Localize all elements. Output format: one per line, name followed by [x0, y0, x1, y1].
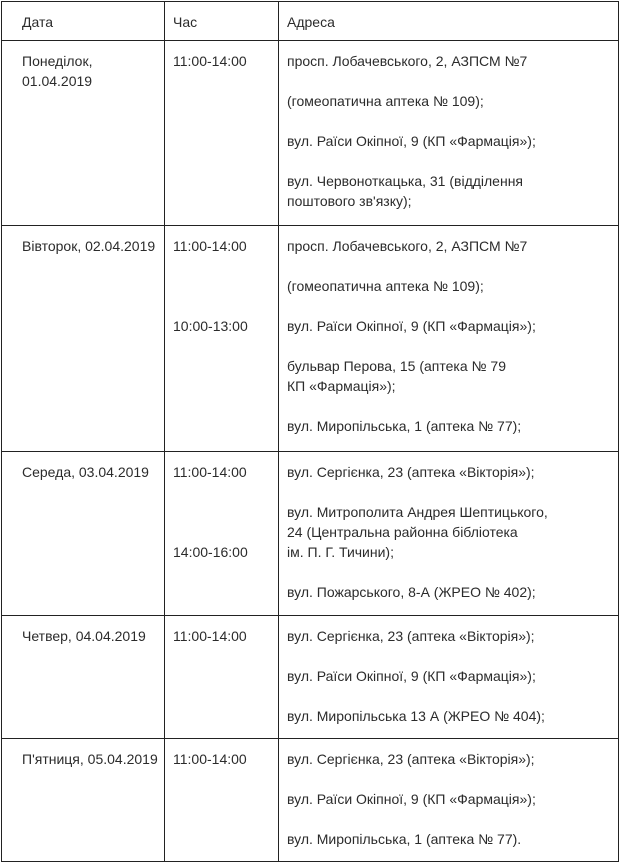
- address-text: вул. Раїси Окіпної, 9 (КП «Фармація»);: [287, 668, 536, 684]
- time-cell: [165, 452, 279, 616]
- time-cell: [165, 616, 279, 739]
- address-text: (гомеопатична аптека № 109);: [287, 93, 484, 109]
- time-text: 10:00-13:00: [173, 318, 248, 334]
- date-text: Середа, 03.04.2019: [22, 464, 149, 480]
- address-text: вул. Раїси Окіпної, 9 (КП «Фармація»);: [287, 318, 536, 334]
- address-text: ім. П. Г. Тичини);: [287, 544, 394, 560]
- time-cell: [165, 41, 279, 226]
- address-text: вул. Миропільська, 1 (аптека № 77);: [287, 418, 522, 434]
- address-cell: [279, 616, 619, 739]
- address-text: вул. Сергієнка, 23 (аптека «Вікторія»);: [287, 464, 535, 480]
- table-row: [2, 452, 619, 616]
- address-text: просп. Лобачевського, 2, АЗПСМ №7: [287, 238, 528, 254]
- address-text: вул. Раїси Окіпної, 9 (КП «Фармація»);: [287, 791, 536, 807]
- address-text: вул. Миропільська, 1 (аптека № 77).: [287, 831, 522, 847]
- time-text: 11:00-14:00: [173, 751, 247, 767]
- date-cell: [2, 739, 165, 862]
- date-cell: [2, 452, 165, 616]
- address-cell: [279, 226, 619, 452]
- date-cell: [2, 226, 165, 452]
- address-cell: [279, 452, 619, 616]
- date-text: 01.04.2019: [22, 73, 93, 89]
- date-text: Четвер, 04.04.2019: [22, 628, 146, 644]
- address-text: вул. Червоноткацька, 31 (відділення: [287, 173, 524, 189]
- table-row: [2, 616, 619, 739]
- address-cell: [279, 41, 619, 226]
- time-cell: [165, 226, 279, 452]
- time-text: 11:00-14:00: [173, 628, 247, 644]
- table-row: [2, 41, 619, 226]
- address-text: КП «Фармація»);: [287, 378, 396, 394]
- date-text: Понеділок,: [22, 53, 93, 69]
- address-text: просп. Лобачевського, 2, АЗПСМ №7: [287, 53, 528, 69]
- date-text: Вівторок, 02.04.2019: [22, 238, 156, 254]
- header-address: Адреса: [279, 2, 619, 41]
- table-row: [2, 739, 619, 862]
- header-row: [2, 2, 619, 41]
- time-text: 14:00-16:00: [173, 544, 248, 560]
- time-text: 11:00-14:00: [173, 53, 247, 69]
- schedule-table: [1, 1, 619, 862]
- address-text: поштового зв'язку);: [287, 193, 412, 209]
- address-text: вул. Сергієнка, 23 (аптека «Вікторія»);: [287, 751, 535, 767]
- time-cell: [165, 739, 279, 862]
- header-date: Дата: [2, 2, 165, 41]
- date-text: П'ятниця, 05.04.2019: [22, 751, 158, 767]
- address-text: вул. Пожарського, 8-А (ЖРЕО № 402);: [287, 584, 536, 600]
- address-text: вул. Митрополита Андрея Шептицького,: [287, 504, 548, 520]
- header-time: Час: [165, 2, 279, 41]
- address-text: бульвар Перова, 15 (аптека № 79: [287, 358, 506, 374]
- time-text: 11:00-14:00: [173, 464, 247, 480]
- address-text: вул. Миропільська 13 А (ЖРЕО № 404);: [287, 708, 545, 724]
- table-row: [2, 226, 619, 452]
- address-text: вул. Сергієнка, 23 (аптека «Вікторія»);: [287, 628, 535, 644]
- address-text: (гомеопатична аптека № 109);: [287, 278, 484, 294]
- time-text: 11:00-14:00: [173, 238, 247, 254]
- date-cell: [2, 41, 165, 226]
- date-cell: [2, 616, 165, 739]
- address-text: вул. Раїси Окіпної, 9 (КП «Фармація»);: [287, 133, 536, 149]
- address-text: 24 (Центральна районна бібліотека: [287, 524, 518, 540]
- address-cell: [279, 739, 619, 862]
